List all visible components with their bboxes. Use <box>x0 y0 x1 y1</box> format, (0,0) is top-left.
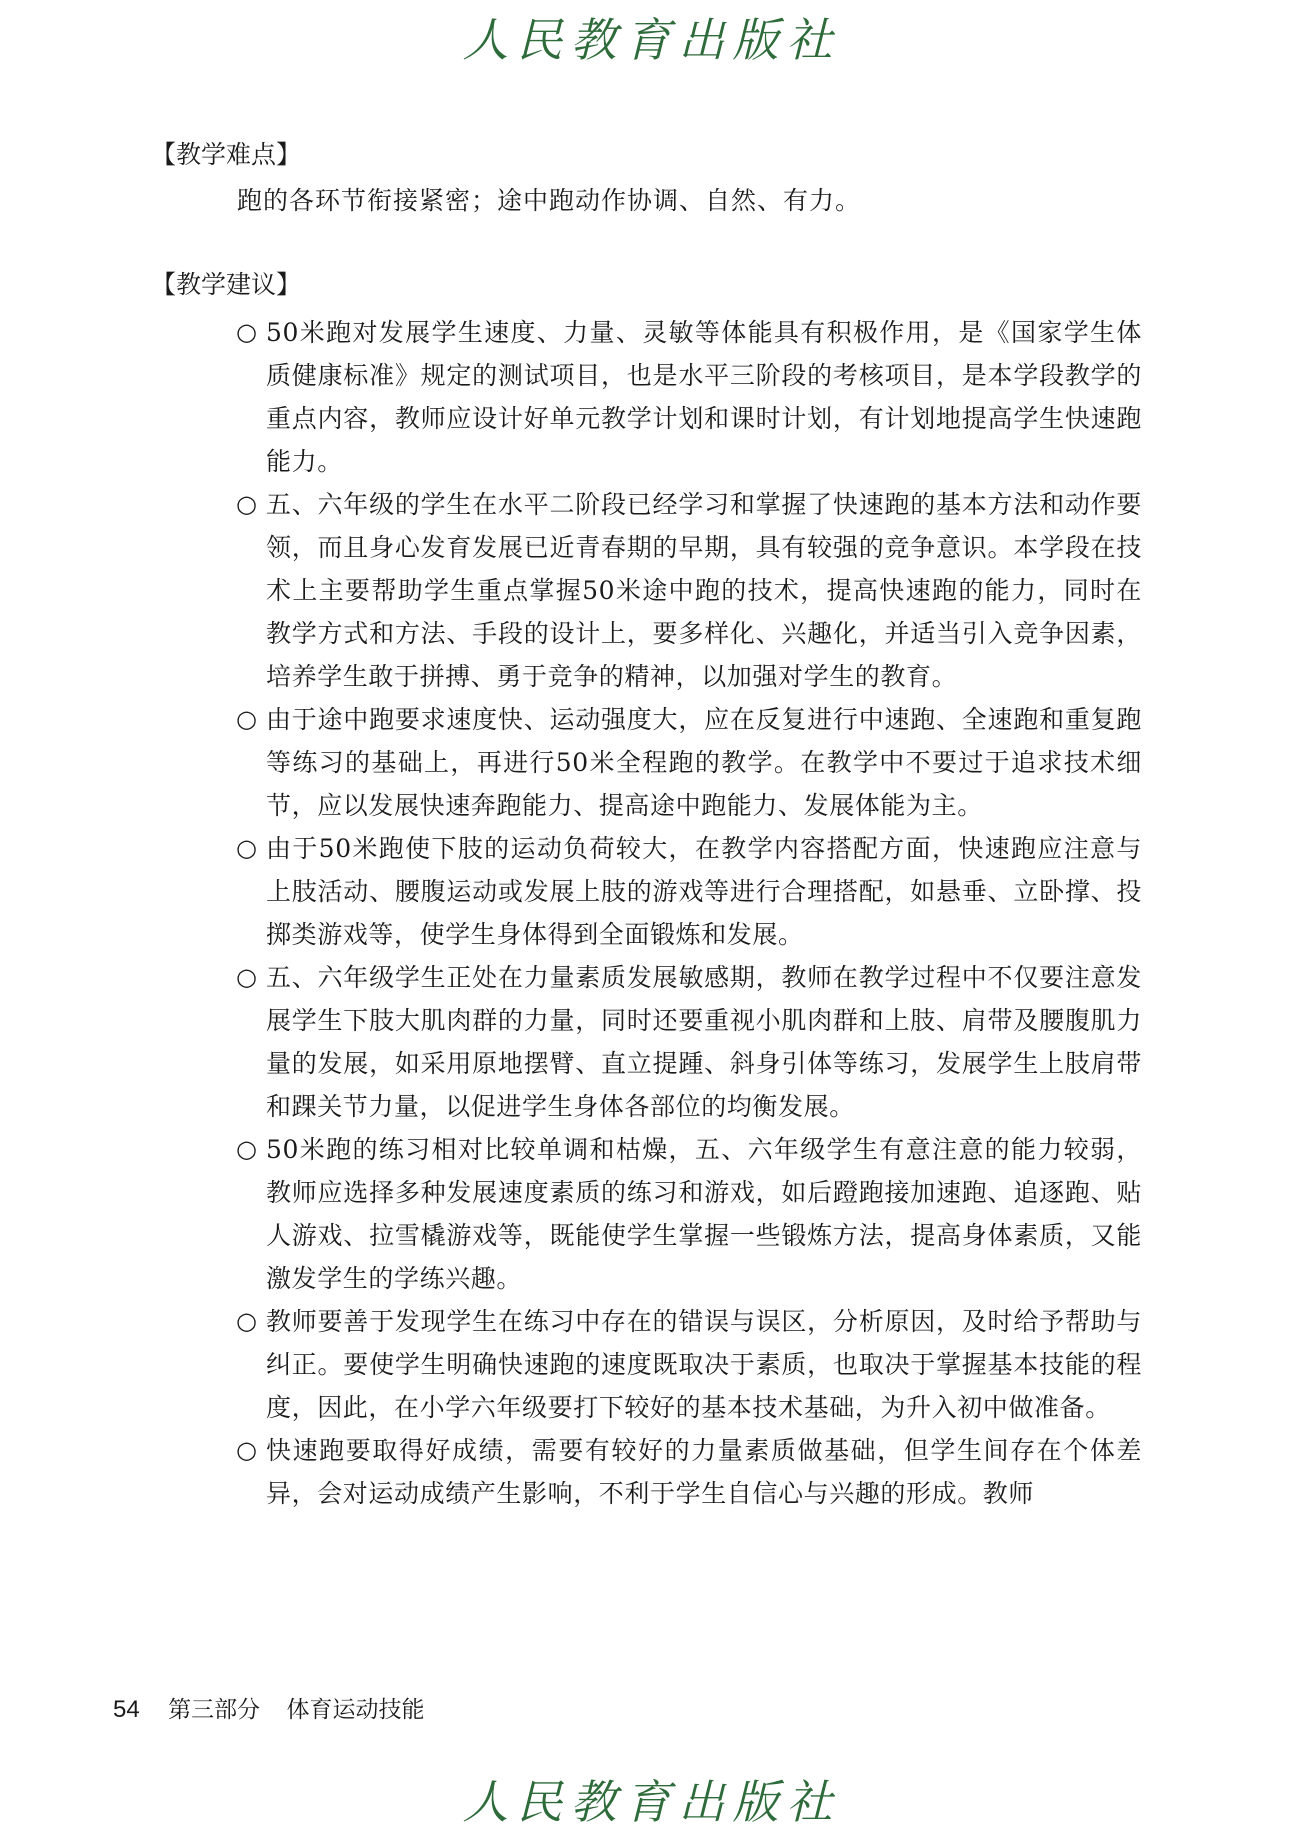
suggestion-text: 由于途中跑要求速度快、运动强度大，应在反复进行中速跑、全速跑和重复跑等练习的基础上，再进行50米全程跑的教学。在教学中不要过于追求技术细节，应以发展快速奔跑能力、提高途中跑能力、发展体能为主。 <box>266 705 1142 820</box>
suggestions-list <box>236 311 1142 1515</box>
suggestion-text: 50米跑的练习相对比较单调和枯燥，五、六年级学生有意注意的能力较弱，教师应选择多种发展速度素质的练习和游戏，如后蹬跑接加速跑、追逐跑、贴人游戏、拉雪橇游戏等，既能使学生掌握一些锻炼方法，提高身体素质，又能激发学生的学练兴趣。 <box>266 1135 1142 1293</box>
bullet-circle-icon: ○ <box>236 1307 258 1335</box>
bullet-circle-icon: ○ <box>236 834 258 862</box>
suggestion-text: 教师要善于发现学生在练习中存在的错误与误区，分析原因，及时给予帮助与纠正。要使学生明确快速跑的速度既取决于素质，也取决于掌握基本技能的程度，因此，在小学六年级要打下较好的基本技术基础，为升入初中做准备。 <box>266 1307 1142 1422</box>
bullet-circle-icon: ○ <box>236 490 258 518</box>
suggestion-text: 由于50米跑使下肢的运动负荷较大，在教学内容搭配方面，快速跑应注意与上肢活动、腰腹运动或发展上肢的游戏等进行合理搭配，如悬垂、立卧撑、投掷类游戏等，使学生身体得到全面锻炼和发展。 <box>266 834 1142 949</box>
footer-section-name: 第三部分 <box>168 1696 261 1722</box>
suggestion-item <box>236 827 1142 956</box>
suggestion-text: 快速跑要取得好成绩，需要有较好的力量素质做基础，但学生间存在个体差异，会对运动成绩产生影响，不利于学生自信心与兴趣的形成。教师 <box>266 1436 1142 1508</box>
bullet-circle-icon: ○ <box>236 1436 258 1464</box>
suggestion-item <box>236 698 1142 827</box>
bullet-circle-icon: ○ <box>236 318 258 346</box>
bullet-circle-icon: ○ <box>236 963 258 991</box>
suggestion-item <box>236 483 1142 698</box>
suggestion-text: 五、六年级的学生在水平二阶段已经学习和掌握了快速跑的基本方法和动作要领，而且身心发育发展已近青春期的早期，具有较强的竞争意识。本学段在技术上主要帮助学生重点掌握50米途中跑的技术，提高快速跑的能力，同时在教学方式和方法、手段的设计上，要多样化、兴趣化，并适当引入竞争因素，培养学生敢于拼搏、勇于竞争的精神，以加强对学生的教育。 <box>266 490 1142 691</box>
suggestion-text: 50米跑对发展学生速度、力量、灵敏等体能具有积极作用，是《国家学生体质健康标准》规定的测试项目，也是水平三阶段的考核项目，是本学段教学的重点内容，教师应设计好单元教学计划和课时计划，有计划地提高学生快速跑能力。 <box>266 318 1142 476</box>
suggestion-item <box>236 311 1142 483</box>
difficulty-text: 跑的各环节衔接紧密；途中跑动作协调、自然、有力。 <box>237 186 862 215</box>
publisher-logo-top: 人民教育出版社 <box>462 13 841 67</box>
bullet-circle-icon: ○ <box>236 1135 258 1163</box>
suggestion-text: 五、六年级学生正处在力量素质发展敏感期，教师在教学过程中不仅要注意发展学生下肢大肌肉群的力量，同时还要重视小肌肉群和上肢、肩带及腰腹肌力量的发展，如采用原地摆臂、直立提踵、斜身引体等练习，发展学生上肢肩带和踝关节力量，以促进学生身体各部位的均衡发展。 <box>266 963 1142 1121</box>
publisher-logo-bottom: 人民教育出版社 <box>462 1775 841 1829</box>
suggestion-item <box>236 1128 1142 1300</box>
bullet-circle-icon: ○ <box>236 705 258 733</box>
page-footer <box>113 1694 424 1725</box>
footer-chapter-name: 体育运动技能 <box>286 1696 425 1722</box>
suggestion-item <box>236 1429 1142 1515</box>
suggestions-heading: 【教学建议】 <box>151 270 302 299</box>
difficulty-heading: 【教学难点】 <box>151 140 302 169</box>
suggestion-item <box>236 956 1142 1128</box>
page-number: 54 <box>113 1696 140 1723</box>
suggestion-item <box>236 1300 1142 1429</box>
